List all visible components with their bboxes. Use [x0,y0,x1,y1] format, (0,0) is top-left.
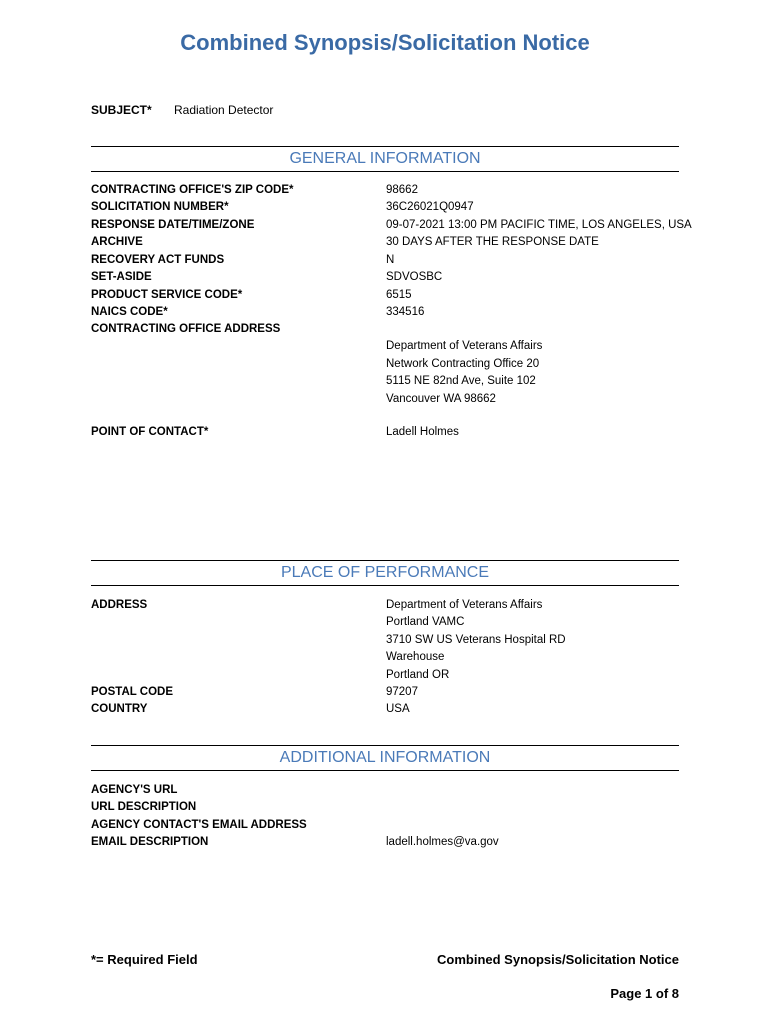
divider [91,585,679,586]
agency-url-label: AGENCY'S URL [91,784,178,796]
country-label: COUNTRY [91,703,148,715]
response-date-value: 09-07-2021 13:00 PM PACIFIC TIME, LOS ANGELES, USA [386,219,692,231]
archive-value: 30 DAYS AFTER THE RESPONSE DATE [386,236,599,248]
footer-doc-title: Combined Synopsis/Solicitation Notice [437,952,679,967]
performance-address-line: Warehouse [386,651,445,663]
required-field-note: *= Required Field [91,952,198,967]
subject-value: Radiation Detector [174,103,274,117]
page-title: Combined Synopsis/Solicitation Notice [180,30,590,55]
office-address-line: Vancouver WA 98662 [386,393,496,405]
response-date-label: RESPONSE DATE/TIME/ZONE [91,219,255,231]
set-aside-value: SDVOSBC [386,271,443,283]
naics-code-value: 334516 [386,306,425,318]
recovery-act-value: N [386,254,395,266]
email-description-label: EMAIL DESCRIPTION [91,836,209,848]
product-service-code-label: PRODUCT SERVICE CODE* [91,289,243,301]
postal-code-label: POSTAL CODE [91,686,173,698]
page-number: Page 1 of 8 [610,986,679,1001]
divider [91,745,679,746]
archive-label: ARCHIVE [91,236,143,248]
postal-code-value: 97207 [386,686,418,698]
agency-email-label: AGENCY CONTACT'S EMAIL ADDRESS [91,819,307,831]
set-aside-label: SET-ASIDE [91,271,152,283]
performance-address-line: Portland VAMC [386,616,465,628]
subject-label: SUBJECT* [91,103,152,117]
divider [91,770,679,771]
country-value: USA [386,703,410,715]
place-of-performance-heading: PLACE OF PERFORMANCE [280,564,490,581]
divider [91,171,679,172]
point-of-contact-value: Ladell Holmes [386,426,459,438]
office-address-line: Network Contracting Office 20 [386,358,540,370]
solicitation-number-value: 36C26021Q0947 [386,201,474,213]
zip-code-value: 98662 [386,184,418,196]
product-service-code-value: 6515 [386,289,412,301]
office-address-line: 5115 NE 82nd Ave, Suite 102 [386,375,536,387]
point-of-contact-label: POINT OF CONTACT* [91,426,209,438]
email-value[interactable]: ladell.holmes@va.gov [386,836,499,848]
url-description-label: URL DESCRIPTION [91,801,197,813]
zip-code-label: CONTRACTING OFFICE'S ZIP CODE* [91,184,294,196]
performance-address-line: Portland OR [386,669,450,681]
recovery-act-label: RECOVERY ACT FUNDS [91,254,225,266]
general-information-heading: GENERAL INFORMATION [289,150,481,167]
additional-information-heading: ADDITIONAL INFORMATION [279,749,491,766]
contracting-office-address-label: CONTRACTING OFFICE ADDRESS [91,323,281,335]
solicitation-number-label: SOLICITATION NUMBER* [91,201,229,213]
performance-address-label: ADDRESS [91,599,148,611]
divider [91,146,679,147]
naics-code-label: NAICS CODE* [91,306,168,318]
divider [91,560,679,561]
office-address-line: Department of Veterans Affairs [386,340,543,352]
performance-address-line: Department of Veterans Affairs [386,599,543,611]
performance-address-line: 3710 SW US Veterans Hospital RD [386,634,566,646]
